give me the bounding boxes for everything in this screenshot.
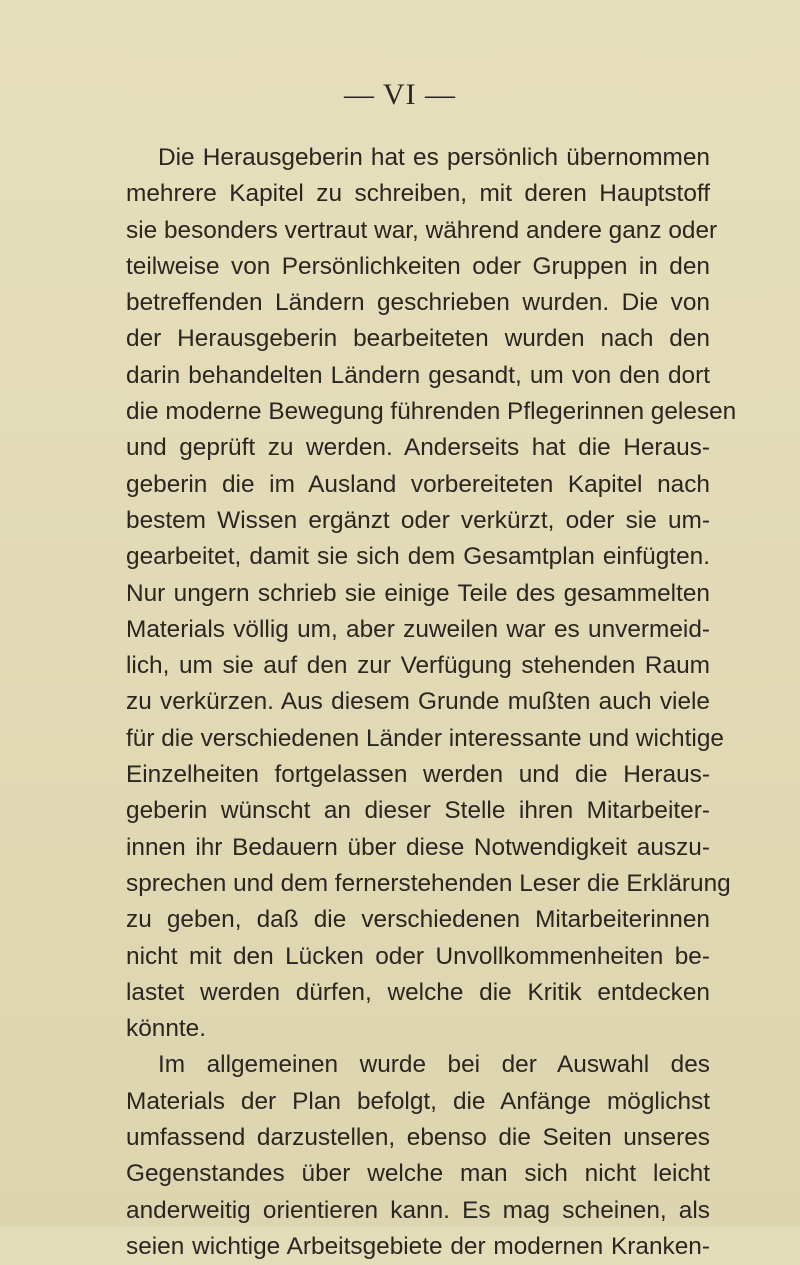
text-line: zu verkürzen. Aus diesem Grunde mußten auch viele xyxy=(126,688,710,716)
paragraph-2 xyxy=(126,1047,710,1265)
text-line: lich, um sie auf den zur Verfügung stehenden Raum xyxy=(126,652,710,680)
text-line: mehrere Kapitel zu schreiben, mit deren Hauptstoff xyxy=(126,180,710,208)
text-line: nicht mit den Lücken oder Unvollkommenheiten be- xyxy=(126,942,710,970)
text-line: die moderne Bewegung führenden Pflegerinnen gelesen xyxy=(126,398,737,426)
text-line: geberin die im Ausland vorbereiteten Kapitel nach xyxy=(126,470,710,498)
text-line: zu geben, daß die verschiedenen Mitarbeiterinnen xyxy=(126,906,710,934)
body-text xyxy=(126,140,737,1265)
text-line: umfassend darzustellen, ebenso die Seiten unseres xyxy=(126,1124,710,1152)
text-line: gearbeitet, damit sie sich dem Gesamtplan einfügten. xyxy=(126,543,710,571)
text-line: betreffenden Ländern geschrieben wurden. Die von xyxy=(126,289,710,317)
text-line: anderweitig orientieren kann. Es mag scheinen, als xyxy=(126,1196,710,1224)
text-line: seien wichtige Arbeitsgebiete der modernen Kranken- xyxy=(126,1232,710,1260)
text-line: für die verschiedenen Länder interessante und wichtige xyxy=(126,724,724,752)
text-line: teilweise von Persönlichkeiten oder Gruppen in den xyxy=(126,252,710,280)
text-line: Die Herausgeberin hat es persönlich übernommen xyxy=(158,144,710,171)
text-line: Nur ungern schrieb sie einige Teile des gesammelten xyxy=(126,579,710,607)
text-line: Materials der Plan befolgt, die Anfänge möglichst xyxy=(126,1087,710,1115)
text-line: darin behandelten Ländern gesandt, um von den dort xyxy=(126,361,710,389)
text-line: lastet werden dürfen, welche die Kritik entdecken xyxy=(126,978,710,1006)
page-number: — VI — xyxy=(343,78,457,111)
text-line: innen ihr Bedauern über diese Notwendigkeit auszu- xyxy=(126,833,710,861)
text-line: und geprüft zu werden. Anderseits hat die Heraus- xyxy=(126,434,710,462)
text-line: der Herausgeberin bearbeiteten wurden nach den xyxy=(126,325,710,353)
text-line: Einzelheiten fortgelassen werden und die Heraus- xyxy=(126,761,710,789)
text-line: sprechen und dem fernerstehenden Leser die Erklärung xyxy=(126,869,731,897)
text-line: geberin wünscht an dieser Stelle ihren Mitarbeiter- xyxy=(126,797,710,825)
text-line: könnte. xyxy=(126,1015,207,1043)
text-line: sie besonders vertraut war, während andere ganz oder xyxy=(126,216,718,244)
text-line: Materials völlig um, aber zuweilen war es unvermeid- xyxy=(126,615,710,643)
text-line: Im allgemeinen wurde bei der Auswahl des xyxy=(158,1051,710,1079)
text-line: bestem Wissen ergänzt oder verkürzt, oder sie um- xyxy=(126,506,710,534)
text-line: Gegenstandes über welche man sich nicht leicht xyxy=(126,1160,710,1188)
paragraph-1 xyxy=(126,140,737,1047)
